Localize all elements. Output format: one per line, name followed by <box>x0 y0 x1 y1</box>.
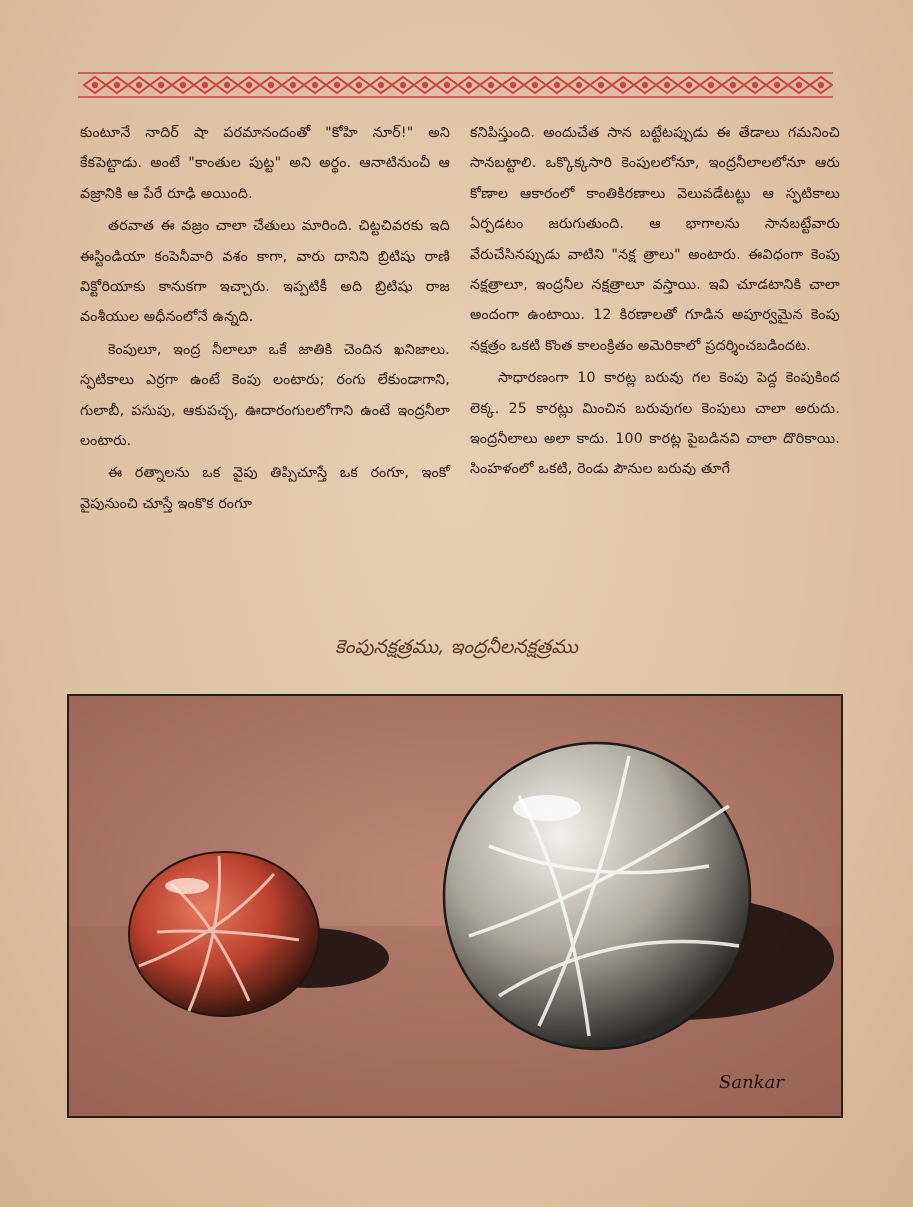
ornament-dot <box>731 83 735 87</box>
ornament-dot <box>313 83 317 87</box>
ornament-dot <box>137 83 141 87</box>
ornament-dot <box>335 83 339 87</box>
artist-signature: Sankar <box>719 1072 784 1093</box>
gemstone-illustration <box>67 694 843 1118</box>
ornament-dot <box>665 83 669 87</box>
ornament-dot <box>225 83 229 87</box>
ornament-dot <box>643 83 647 87</box>
paragraph: ఈ రత్నాలను ఒక వైపు తిప్పిచూస్తే ఒక రంగూ, ఇంకో వైపునుంచి చూస్తే ఇంకొక రంగూ <box>80 465 450 512</box>
left-column <box>80 118 450 521</box>
ornament-dot <box>181 83 185 87</box>
figure-caption: కెంపునక్షత్రము, ఇంద్రనీలనక్షత్రము <box>335 636 578 658</box>
sapphire-star-gem <box>444 743 750 1049</box>
ornament-dot <box>687 83 691 87</box>
ornament-dot <box>357 83 361 87</box>
ornament-dot <box>247 83 251 87</box>
ornament-dot <box>621 83 625 87</box>
ornament-dot <box>379 83 383 87</box>
ornament-dot <box>423 83 427 87</box>
ornament-dot <box>291 83 295 87</box>
paragraph: కెంపులూ, ఇంద్ర నీలాలూ ఒకే జాతికి చెందిన ఖనిజాలు. స్ఫటికాలు ఎర్రగా ఉంటే కెంపు లంటారు; రంగు లేకుండాగాని, గులాబీ, పసుపు, ఆకుపచ్చ, ఊదారంగులలోగాని ఉంటే ఇంద్రనీలా లంటారు. <box>80 341 450 450</box>
ornament-dot <box>775 83 779 87</box>
right-column <box>470 118 840 487</box>
paragraph: తరవాత ఈ వజ్రం చాలా చేతులు మారింది. చిట్టచివరకు ఇది ఈస్టిండియా కంపెనీవారి వశం కాగా, వారు దానిని బ్రిటిషు రాణి విక్టోరియాకు కానుకగా ఇచ్చారు. ఇప్పటికీ అది బ్రిటిషు రాజ వంశీయుల అధీనంలోనే ఉన్నది. <box>80 218 450 326</box>
ornament-dot <box>269 83 273 87</box>
ornament-dot <box>203 83 207 87</box>
ornamental-border <box>78 70 833 100</box>
ruby-star-gem <box>129 852 319 1016</box>
article-body <box>80 118 840 613</box>
ornament-dot <box>93 83 97 87</box>
paragraph: సాధారణంగా 10 కారట్ల బరువు గల కెంపు పెద్ద కెంపుకింద లెక్క. 25 కారట్లు మించిన బరువుగల కెంపులు చాలా అరుదు. ఇంద్రనీలాలు అలా కాదు. 100 కారట్ల పైబడినవి చాలా దొరికాయి. సింహళంలో ఒకటి, రెండు పౌనుల బరువు తూగే <box>470 370 840 478</box>
ornament-dot <box>819 83 823 87</box>
ornament-dot <box>467 83 471 87</box>
ornament-dot <box>753 83 757 87</box>
ornament-dot <box>577 83 581 87</box>
paragraph: కనిపిస్తుంది. అందుచేత సాన బట్టేటప్పుడు ఈ తేడాలు గమనించి సానబట్టాలి. ఒక్కొక్కసారి కెంపులలోనూ, ఇంద్రనీలాలలోనూ ఆరు కోణాల ఆకారంలో కాంతికిరణాలు వెలువడేటట్టు ఆ స్ఫటికాలు ఏర్పడటం జరుగుతుంది. ఆ భాగాలను సానబట్టేవారు వేరుచేసినప్పుడు వాటిని "నక్ష త్రాలు" అంటారు. ఈవిధంగా కెంపు నక్షత్రాలూ, ఇంద్రనీల నక్షత్రాలూ వస్తాయి. ఇవి చూడటానికి చాలా అందంగా ఉంటాయి. 12 కిరణాలతో గూడిన అపూర్వమైన కెంపు నక్షత్రం ఒకటి కొంత కాలంక్రితం అమెరికాలో ప్రదర్శించబడిందట. <box>470 125 840 354</box>
ornament-dot <box>555 83 559 87</box>
ornament-dot <box>489 83 493 87</box>
ornament-dot <box>159 83 163 87</box>
ornament-dot <box>599 83 603 87</box>
ornament-dot <box>709 83 713 87</box>
ornament-dot <box>511 83 515 87</box>
ornament-dot <box>445 83 449 87</box>
paragraph: కుంటూనే నాదిర్ షా పరమానందంతో "కోహి నూర్!" అని కేకపెట్టాడు. అంటే "కాంతుల పుట్ట" అని అర్థం. ఆనాటినుంచీ ఆ వజ్రానికి ఆ పేరే రూఢి అయింది. <box>80 125 450 202</box>
ornament-dot <box>115 83 119 87</box>
ornament-dot <box>401 83 405 87</box>
ornament-dot <box>797 83 801 87</box>
ornament-dot <box>533 83 537 87</box>
